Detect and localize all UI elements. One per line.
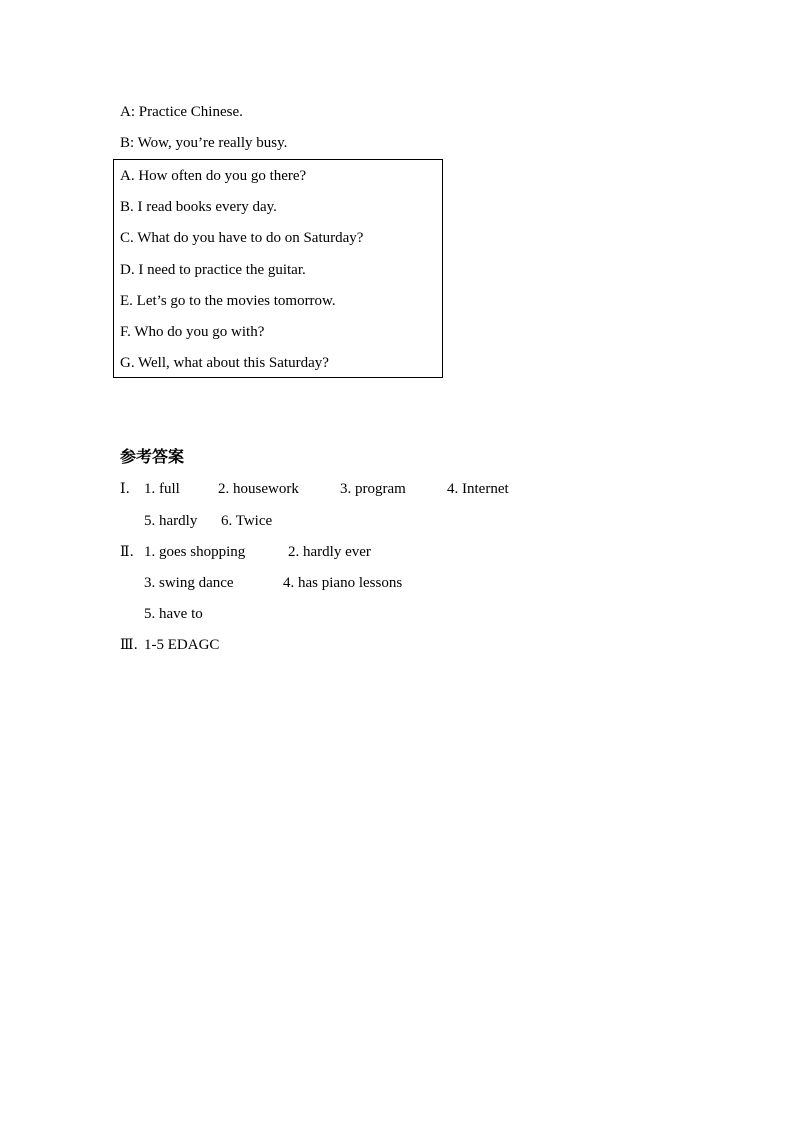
section-2-answer-2: 2. hardly ever — [288, 544, 371, 560]
option-e: E. Let’s go to the movies tomorrow. — [120, 293, 336, 309]
section-1-answer-3: 3. program — [340, 481, 406, 497]
answer-key-heading: 参考答案 — [120, 447, 185, 466]
dialogue-line-b: B: Wow, you’re really busy. — [120, 135, 288, 151]
option-c: C. What do you have to do on Saturday? — [120, 230, 364, 246]
option-g: G. Well, what about this Saturday? — [120, 355, 329, 371]
option-b: B. I read books every day. — [120, 199, 277, 215]
section-2-answer-1: 1. goes shopping — [144, 544, 246, 560]
options-box — [113, 159, 443, 378]
section-1-answer-6: 6. Twice — [221, 513, 273, 529]
dialogue-line-a: A: Practice Chinese. — [120, 104, 243, 120]
section-2-numeral: Ⅱ. — [120, 544, 134, 560]
option-f: F. Who do you go with? — [120, 324, 265, 340]
section-3-answer: 1-5 EDAGC — [144, 637, 220, 653]
section-1-answer-1: 1. full — [144, 481, 180, 497]
section-1-answer-4: 4. Internet — [447, 481, 509, 497]
option-a: A. How often do you go there? — [120, 168, 307, 184]
section-1-numeral: Ⅰ. — [120, 481, 130, 497]
section-2-answer-5: 5. have to — [144, 606, 203, 622]
section-3-numeral: Ⅲ. — [120, 637, 138, 653]
section-2-answer-3: 3. swing dance — [144, 575, 234, 591]
section-2-answer-4: 4. has piano lessons — [283, 575, 403, 591]
section-1-answer-2: 2. housework — [218, 481, 299, 497]
section-1-answer-5: 5. hardly — [144, 513, 198, 529]
option-d: D. I need to practice the guitar. — [120, 262, 306, 278]
